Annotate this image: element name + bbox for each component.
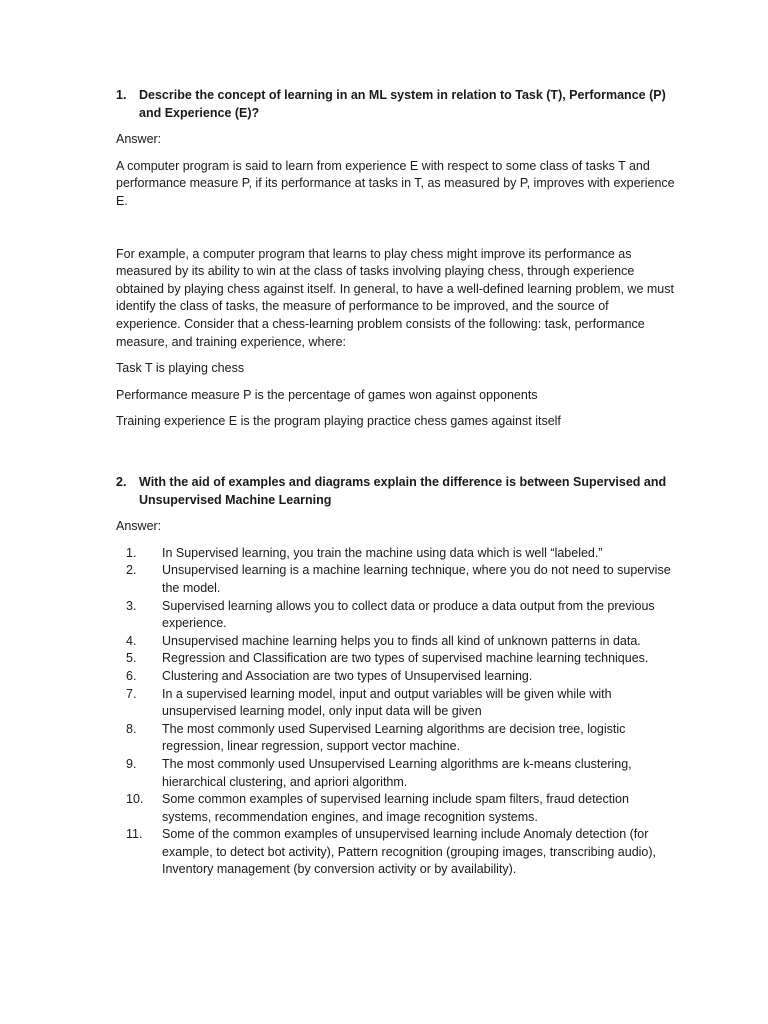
list-item [116,756,676,791]
question-1-number: 1. [116,88,127,102]
list-item-text: The most commonly used Supervised Learning algorithms are decision tree, logistic regression, linear regression, support vector machine. [162,721,626,754]
list-item-text: Clustering and Association are two types of Unsupervised learning. [162,668,533,683]
list-item [116,668,676,686]
list-item-number: 6. [126,668,137,683]
list-item [116,633,676,651]
list-item-number: 9. [126,756,137,771]
list-item-text: Some common examples of supervised learning include spam filters, fraud detection systems, recommendation engines, and image recognition systems. [162,792,629,824]
list-item-text: Unsupervised learning is a machine learning technique, where you do not need to supervise the model. [162,563,671,595]
list-item-text: Some of the common examples of unsupervised learning include Anomaly detection (for example, to detect bot activity), Pattern recognition (grouping images, transcribing audio), Inventory management (by conversion activity or by availability). [162,827,657,877]
list-item [116,598,676,633]
list-item [116,545,676,563]
question-2-block [116,474,676,879]
list-item-number: 4. [126,633,137,648]
list-item-text: Unsupervised machine learning helps you to finds all kind of unknown patterns in data. [162,633,641,648]
list-item-text: Regression and Classification are two types of supervised machine learning techniques. [162,651,649,666]
question-1 [116,87,676,122]
question-2-text: With the aid of examples and diagrams explain the difference is between Supervised and Unsupervised Machine Learning [139,475,667,507]
list-item [116,826,676,879]
answer-2-label: Answer: [116,519,162,534]
list-item-number: 7. [126,686,137,701]
answer-1-performance: Performance measure P is the percentage of games won against opponents [116,387,538,402]
answer-2-list [116,545,676,879]
question-2-number: 2. [116,475,127,489]
list-item-number: 1. [126,545,137,560]
list-item [116,650,676,668]
answer-1-task: Task T is playing chess [116,361,245,376]
list-item-text: The most commonly used Unsupervised Learning algorithms are k-means clustering, hierarchical clustering, and apriori algorithm. [162,756,632,789]
list-item-number: 10. [126,792,144,807]
answer-1-paragraph-definition: A computer program is said to learn from experience E with respect to some class of tasks T and performance measure P, if its performance at tasks in T, as measured by P, improves with experience E. [116,158,675,208]
list-item-number: 8. [126,721,137,736]
question-1-text: Describe the concept of learning in an ML system in relation to Task (T), Performance (P) and Experience (E)? [139,88,666,120]
list-item-number: 3. [126,598,137,613]
list-item [116,791,676,826]
list-item-text: Supervised learning allows you to collect data or produce a data output from the previous experience. [162,598,655,631]
list-item [116,562,676,597]
list-item-text: In Supervised learning, you train the machine using data which is well “labeled.” [162,545,603,560]
answer-1-paragraph-example: For example, a computer program that learns to play chess might improve its performance as measured by its ability to win at the class of tasks involving playing chess, through experience obtained by playing chess against itself. In general, to have a well-defined learning problem, we must identify the class of tasks, the measure of performance to be improved, and the source of experience. Consider that a chess-learning problem consists of the following: task, performance measure, and training experience, where: [116,246,674,349]
answer-1-label: Answer: [116,132,162,147]
answer-1-experience: Training experience E is the program playing practice chess games against itself [116,414,561,429]
list-item [116,721,676,756]
list-item-number: 11. [126,827,143,842]
list-item-number: 5. [126,651,137,666]
list-item-text: In a supervised learning model, input and output variables will be given while with unsupervised learning model, only input data will be given [162,686,612,719]
question-1-block [116,87,676,431]
list-item [116,686,676,721]
list-item-number: 2. [126,563,137,578]
question-2 [116,474,676,509]
